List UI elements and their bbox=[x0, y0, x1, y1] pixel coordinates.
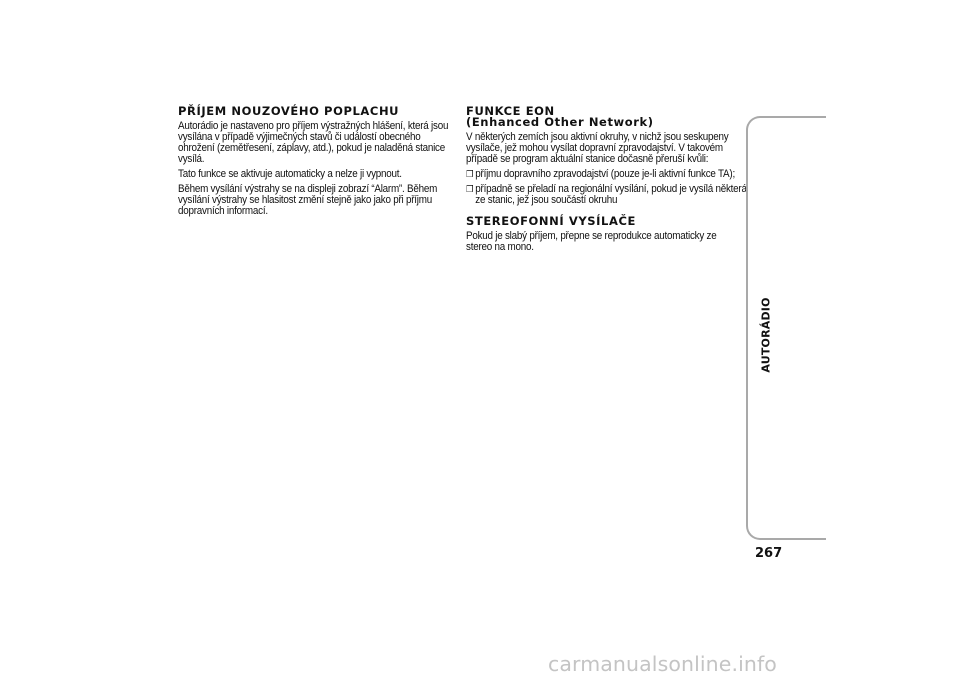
eon-bullet-1 bbox=[466, 169, 749, 180]
eon-heading-line1: FUNKCE EON bbox=[466, 104, 555, 118]
right-column bbox=[466, 104, 747, 257]
chapter-side-label bbox=[759, 297, 773, 373]
eon-paragraph: V některých zemích jsou aktivní okruhy, v nichž jsou seskupeny vysílače, jež mohou vysílat dopravní zpravodajství. V takovém případě se program aktuální stanice dočasně přeruší kvůli: bbox=[466, 131, 729, 165]
emergency-alarm-paragraph-1: Autorádio je nastaveno pro příjem výstražných hlášení, která jsou vysílána v případě výjimečných stavů či událostí obecného ohrožení (zemětřesení, záplavy, atd.), pokud je naladěná stanice vysílá. bbox=[178, 120, 449, 165]
checkbox-bullet-icon: ❒ bbox=[466, 169, 474, 179]
eon-bullet-2-text: případně se přeladí na regionální vysílání, pokud je vysílá některá ze stanic, jež jsou součástí okruhu bbox=[475, 183, 747, 206]
left-column bbox=[178, 106, 450, 221]
eon-heading-line2: (Enhanced Other Network) bbox=[466, 115, 654, 129]
stereo-heading: STEREOFONNÍ VYSÍLAČE bbox=[466, 214, 636, 228]
stereo-paragraph: Pokud je slabý příjem, přepne se reprodukce automaticky ze stereo na mono. bbox=[466, 230, 717, 253]
emergency-alarm-heading: PŘÍJEM NOUZOVÉHO POPLACHU bbox=[178, 104, 400, 118]
eon-bullet-1-text: příjmu dopravního zpravodajství (pouze je-li aktivní funkce TA); bbox=[475, 168, 735, 180]
checkbox-bullet-icon: ❒ bbox=[466, 184, 474, 194]
chapter-side-label-text: AUTORÁDIO bbox=[759, 297, 773, 373]
eon-heading bbox=[466, 106, 741, 128]
watermark: carmanualsonline.info bbox=[548, 652, 777, 676]
page-number: 267 bbox=[755, 546, 783, 561]
eon-bullet-2 bbox=[466, 184, 749, 206]
emergency-alarm-paragraph-2: Tato funkce se aktivuje automaticky a nelze ji vypnout. bbox=[178, 168, 402, 180]
emergency-alarm-paragraph-3: Během vysílání výstrahy se na displeji zobrazí “Alarm”. Během vysílání výstrahy se hlasitost změní stejně jako jako při příjmu dopravních informací. bbox=[178, 183, 438, 217]
chapter-side-tab bbox=[746, 116, 826, 540]
